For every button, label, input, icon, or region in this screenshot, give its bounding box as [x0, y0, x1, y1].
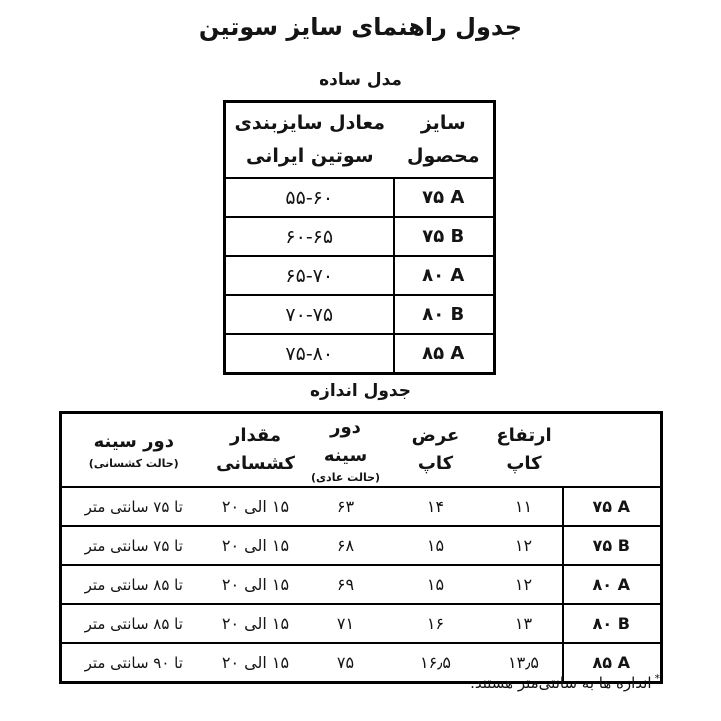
header-elasticity — [206, 413, 306, 488]
header-cup-height-line1: ارتفاع — [496, 425, 552, 446]
size-value: ۷۵ B — [563, 526, 662, 565]
header-cup-height-line2: کاپ — [506, 453, 542, 474]
size-value: ۸۰ B — [563, 604, 662, 643]
header-bust-stretched — [61, 413, 206, 488]
elasticity-value: ۱۵ الی ۲۰ — [206, 526, 306, 565]
measure-table-header-row — [61, 413, 662, 488]
header-bust-normal — [306, 413, 386, 488]
table-row — [225, 217, 495, 256]
cup-width-value: ۱۶٫۵ — [386, 643, 486, 683]
header-elasticity-line2: کشسانی — [216, 453, 295, 474]
header-product-size — [394, 102, 495, 179]
measurement-table — [59, 411, 663, 684]
table-row — [61, 526, 662, 565]
elasticity-value: ۱۵ الی ۲۰ — [206, 604, 306, 643]
cup-width-value: ۱۵ — [386, 526, 486, 565]
footnote-asterisk: * — [654, 672, 660, 685]
elasticity-value: ۱۵ الی ۲۰ — [206, 643, 306, 683]
size-value: ۷۵ A — [563, 487, 662, 526]
cup-width-value: ۱۶ — [386, 604, 486, 643]
bust-normal-value: ۷۵ — [306, 643, 386, 683]
bust-normal-value: ۶۳ — [306, 487, 386, 526]
header-bust-normal-line1: دور سینه — [323, 417, 368, 466]
cup-height-value: ۱۲ — [486, 565, 563, 604]
equivalent-range: ۷۰-۷۵ — [225, 295, 394, 334]
bust-stretched-value: تا ۷۵ سانتی متر — [61, 526, 206, 565]
header-cup-width-line2: کاپ — [417, 453, 454, 474]
table-row — [225, 178, 495, 217]
elasticity-value: ۱۵ الی ۲۰ — [206, 565, 306, 604]
table-row — [225, 295, 495, 334]
cup-height-value: ۱۳ — [486, 604, 563, 643]
size-value: ۸۰ B — [394, 295, 495, 334]
header-elasticity-line1: مقدار — [229, 425, 282, 446]
bust-stretched-value: تا ۸۵ سانتی متر — [61, 565, 206, 604]
size-value: ۸۰ A — [394, 256, 495, 295]
cup-height-value: ۱۳٫۵ — [486, 643, 563, 683]
table-row — [61, 487, 662, 526]
header-iranian-equivalent-line1: معادل سایزبندی — [234, 112, 386, 134]
size-value: ۸۵ A — [394, 334, 495, 374]
bust-stretched-value: تا ۸۵ سانتی متر — [61, 604, 206, 643]
header-product-size-line2: محصول — [406, 145, 480, 167]
footnote — [470, 672, 660, 692]
table-row — [225, 256, 495, 295]
equivalent-range: ۶۵-۷۰ — [225, 256, 394, 295]
header-product-size-line1: سایز — [420, 112, 466, 134]
elasticity-value: ۱۵ الی ۲۰ — [206, 487, 306, 526]
cup-width-value: ۱۴ — [386, 487, 486, 526]
header-bust-normal-line2: (حالت عادی) — [310, 471, 381, 484]
cup-height-value: ۱۱ — [486, 487, 563, 526]
bust-normal-value: ۶۸ — [306, 526, 386, 565]
table-row — [61, 565, 662, 604]
size-value: ۸۰ A — [563, 565, 662, 604]
size-value: ۷۵ A — [394, 178, 495, 217]
table-row — [61, 604, 662, 643]
header-bust-stretched-line2: (حالت کشسانی) — [88, 457, 179, 470]
bust-normal-value: ۷۱ — [306, 604, 386, 643]
header-size-empty — [563, 413, 662, 488]
table-row — [225, 334, 495, 374]
header-cup-width — [386, 413, 486, 488]
bust-normal-value: ۶۹ — [306, 565, 386, 604]
header-iranian-equivalent — [225, 102, 394, 179]
cup-width-value: ۱۵ — [386, 565, 486, 604]
equivalent-range: ۶۰-۶۵ — [225, 217, 394, 256]
simple-table-title: مدل ساده — [319, 70, 402, 90]
bust-stretched-value: تا ۷۵ سانتی متر — [61, 487, 206, 526]
equivalent-range: ۵۵-۶۰ — [225, 178, 394, 217]
size-value: ۸۵ A — [563, 643, 662, 683]
simple-table-header-row — [225, 102, 495, 179]
header-iranian-equivalent-line2: سوتین ایرانی — [245, 145, 374, 167]
equivalent-range: ۷۵-۸۰ — [225, 334, 394, 374]
header-cup-width-line1: عرض — [411, 425, 460, 446]
cup-height-value: ۱۲ — [486, 526, 563, 565]
bust-stretched-value: تا ۹۰ سانتی متر — [61, 643, 206, 683]
header-cup-height — [486, 413, 563, 488]
size-value: ۷۵ B — [394, 217, 495, 256]
simple-size-table — [223, 100, 496, 375]
footnote-text: اندازه ها به سانتی‌متر هستند. — [470, 674, 652, 692]
measure-table-title: جدول اندازه — [310, 381, 411, 401]
header-bust-stretched-line1: دور سینه — [93, 431, 174, 452]
page-title: جدول راهنمای سایز سوتین — [198, 13, 523, 41]
